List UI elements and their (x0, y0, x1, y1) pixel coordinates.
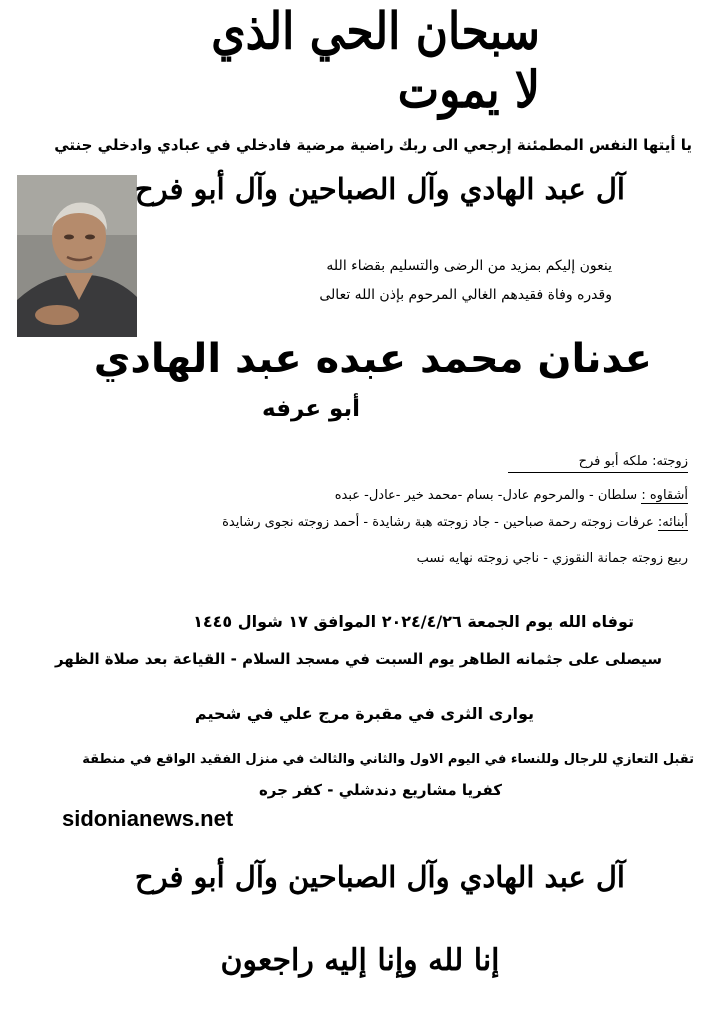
children-list: عرفات زوجته رحمة صباحين - جاد زوجته هبة رشايدة - أحمد زوجته نجوى رشايدة (222, 515, 654, 530)
children-row-continued: ربيع زوجته جمانة النقوزي - ناجي زوجته نهايه نسب (416, 551, 688, 566)
death-date: توفاه الله يوم الجمعة ٢٠٢٤/٤/٢٦ الموافق ١٧ شوال ١٤٤٥ (193, 612, 634, 631)
announcement-line-2: وقدره وفاة فقيدهم الغالي المرحوم بإذن الله تعالى (319, 287, 612, 303)
portrait-image (17, 175, 137, 337)
calligraphy-footer: إنا لله وإنا إليه راجعون (220, 942, 500, 978)
families-heading-bottom: آل عبد الهادي وآل الصباحين وآل أبو فرح (134, 860, 625, 894)
condolence-line-2: كفريا مشاريع دندشلي - كفر جره (258, 781, 502, 799)
deceased-name: عدنان محمد عبده عبد الهادي (93, 336, 652, 382)
deceased-nickname: أبو عرفه (262, 396, 360, 422)
siblings-list: سلطان - والمرحوم عادل- بسام -محمد خير -عادل- عبده (334, 488, 638, 503)
siblings-label: أشقاوه : (641, 488, 688, 503)
children-row (222, 515, 688, 530)
burial-place: يوارى الثرى في مقبرة مرج علي في شحيم (194, 704, 534, 723)
quran-verse: يا أيتها النفس المطمئنة إرجعي الى ربك راضية مرضية فادخلي في عبادي وادخلي جنتي (54, 136, 692, 154)
deceased-photo (17, 175, 137, 337)
wife-label: زوجته: (652, 454, 688, 469)
website-watermark: sidonianews.net (62, 806, 234, 831)
siblings-row (335, 488, 688, 503)
families-heading-top: آل عبد الهادي وآل الصباحين وآل أبو فرح (134, 172, 625, 206)
wife-row (508, 454, 688, 473)
wife-name: ملكه أبو فرح (578, 454, 648, 469)
condolence-line-1: تقبل التعازي للرجال وللنساء في اليوم الاول والثاني والثالث في منزل الفقيد الواقع في منطقة (82, 752, 694, 767)
funeral-prayer: سيصلى على جثمانه الطاهر يوم السبت في مسجد السلام - القياعة بعد صلاة الظهر (54, 650, 662, 668)
announcement-line-1: ينعون إليكم بمزيد من الرضى والتسليم بقضاء الله (326, 258, 612, 274)
calligraphy-header: سبحان الحي الذي لا يموت (211, 1, 540, 120)
children-label: أبنائه: (657, 515, 688, 530)
